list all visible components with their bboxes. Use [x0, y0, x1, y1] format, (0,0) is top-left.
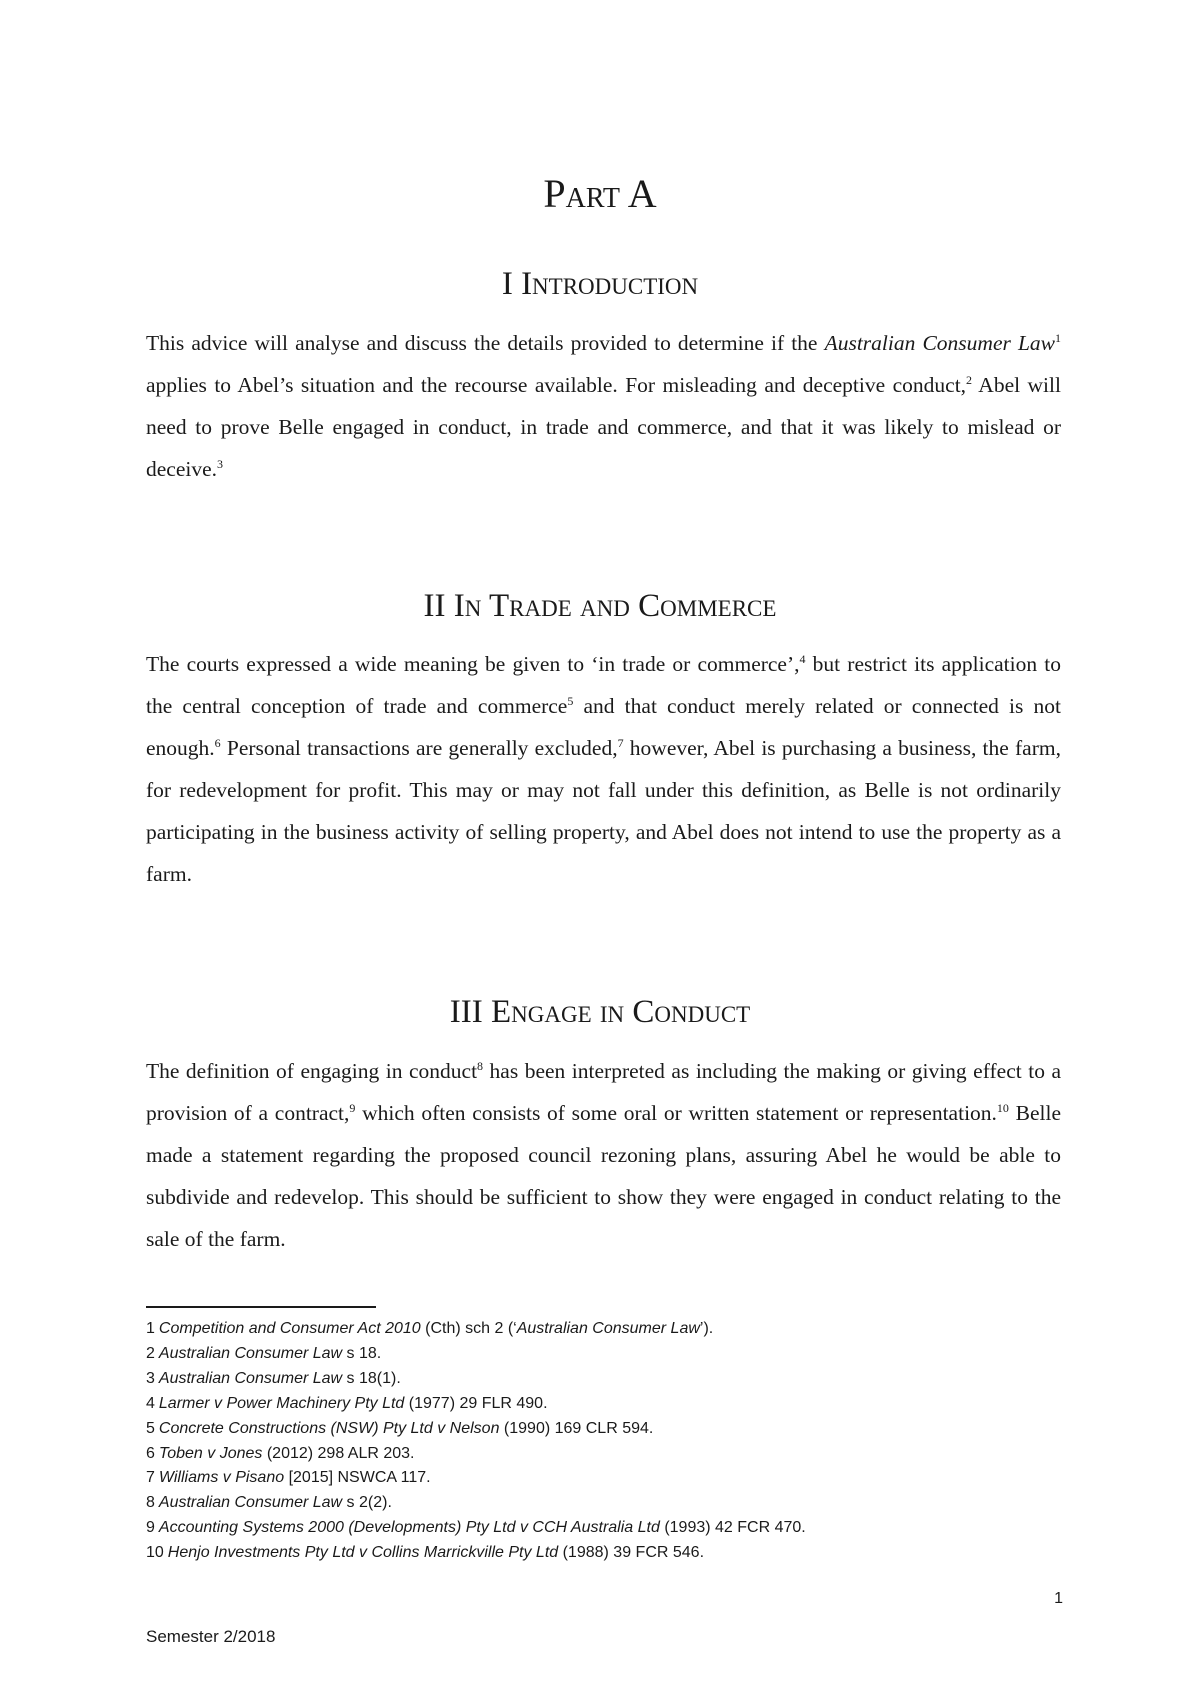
footnotes-list	[146, 1317, 1096, 1566]
text-run: which often consists of some oral or written statement or representation.	[355, 1101, 997, 1125]
footnote-separator	[146, 1306, 376, 1308]
text-run: (1990) 169 CLR 594.	[499, 1419, 654, 1437]
text-run: (1993) 42 FCR 470.	[659, 1519, 806, 1537]
footnote-item	[146, 1417, 1096, 1442]
footnote-number: 8	[146, 1494, 155, 1512]
text-run: Abel will need to prove Belle engaged in conduct, in trade and commerce, and that it was likely to mislead or deceive.	[146, 373, 1061, 481]
italic-text: Concrete Constructions (NSW) Pty Ltd v Nelson	[158, 1419, 500, 1437]
footnote-ref: 1	[1055, 330, 1062, 345]
text-run: but restrict its application to the central conception of trade and commerce	[146, 652, 1061, 718]
footnote-item	[146, 1342, 1096, 1367]
text-run: has been interpreted as including the making or giving effect to a provision of a contract,	[146, 1059, 1061, 1125]
footer-semester: Semester 2/2018	[146, 1627, 276, 1646]
footnote-number: 2	[146, 1344, 155, 1362]
paragraph-introduction	[146, 322, 1061, 490]
italic-text: Australian Consumer Law	[158, 1344, 343, 1362]
footnote-number: 1	[146, 1320, 155, 1337]
footnote-item	[146, 1442, 1096, 1467]
footnote-ref: 3	[217, 456, 224, 471]
italic-text: Australian Consumer Law	[824, 331, 1056, 355]
text-run: (2012) 298 ALR 203.	[262, 1444, 415, 1462]
footnote-ref: 2	[966, 372, 973, 387]
text-run: s 18(1).	[342, 1369, 401, 1387]
footnote-item	[146, 1541, 1096, 1566]
footnote-number: 3	[146, 1369, 155, 1387]
footnote-ref: 10	[996, 1100, 1009, 1115]
footnote-number: 7	[146, 1469, 155, 1487]
text-run: Personal transactions are generally excluded,	[220, 736, 618, 760]
footnote-item	[146, 1367, 1096, 1392]
footnote-number: 9	[146, 1519, 155, 1537]
text-run: s 18.	[342, 1344, 382, 1362]
footnote-item	[146, 1392, 1096, 1417]
italic-text: Australian Consumer Law	[158, 1369, 343, 1387]
italic-text: Williams v Pisano	[158, 1469, 285, 1487]
footnote-ref: 4	[799, 651, 806, 666]
footnote-number: 6	[146, 1444, 155, 1462]
footnote-number: 4	[146, 1394, 155, 1412]
italic-text: Australian Consumer Law	[516, 1320, 700, 1337]
section-heading-engage-in-conduct: III Engage in Conduct	[449, 994, 751, 1030]
footnote-ref: 8	[477, 1058, 484, 1073]
paragraph-engage-in-conduct	[146, 1050, 1061, 1260]
footnote-ref: 5	[567, 693, 574, 708]
italic-text: Competition and Consumer Act 2010	[158, 1320, 421, 1337]
italic-text: Toben v Jones	[158, 1444, 263, 1462]
section-heading-trade-and-commerce: II In Trade and Commerce	[423, 588, 777, 624]
text-run: ’).	[699, 1320, 714, 1337]
footnote-item	[146, 1466, 1096, 1491]
italic-text: Henjo Investments Pty Ltd v Collins Marrickville Pty Ltd	[167, 1544, 559, 1562]
italic-text: Australian Consumer Law	[158, 1494, 343, 1512]
text-run: (Cth) sch 2 (‘	[420, 1320, 517, 1337]
footnote-item	[146, 1491, 1096, 1516]
italic-text: Larmer v Power Machinery Pty Ltd	[158, 1394, 405, 1412]
footnote-ref: 9	[349, 1100, 356, 1115]
italic-text: Accounting Systems 2000 (Developments) Pty Ltd v CCH Australia Ltd	[158, 1519, 660, 1537]
text-run: The courts expressed a wide meaning be given to ‘in trade or commerce’,	[146, 652, 800, 676]
text-run: however, Abel is purchasing a business, the farm, for redevelopment for profit. This may or may not fall under this definition, as Belle is not ordinarily participating in the business activity of selling property, and Abel does not intend to use the property as a farm.	[146, 736, 1061, 886]
paragraph-trade-and-commerce	[146, 643, 1061, 895]
text-run: and that conduct merely related or connected is not enough.	[146, 694, 1061, 760]
text-run: (1977) 29 FLR 490.	[404, 1394, 548, 1412]
text-run: applies to Abel’s situation and the recourse available. For misleading and deceptive conduct,	[146, 373, 967, 397]
text-run: [2015] NSWCA 117.	[284, 1469, 431, 1487]
text-run: (1988) 39 FCR 546.	[558, 1544, 705, 1562]
section-heading-introduction: I Introduction	[501, 266, 699, 302]
footnote-ref: 6	[214, 735, 221, 750]
footnote-item	[146, 1516, 1096, 1541]
footnote-number: 5	[146, 1419, 155, 1437]
footnote-item	[146, 1317, 1096, 1342]
text-run: s 2(2).	[342, 1494, 392, 1512]
page-number: 1	[1054, 1590, 1063, 1607]
text-run: Belle made a statement regarding the proposed council rezoning plans, assuring Abel he would be able to subdivide and redevelop. This should be sufficient to show they were engaged in conduct relating to the sale of the farm.	[146, 1101, 1061, 1251]
footnote-ref: 7	[617, 735, 624, 750]
footnote-number: 10	[146, 1544, 164, 1562]
text-run: This advice will analyse and discuss the details provided to determine if the	[146, 331, 825, 355]
text-run: The definition of engaging in conduct	[146, 1059, 478, 1083]
part-title: Part A	[543, 171, 657, 216]
